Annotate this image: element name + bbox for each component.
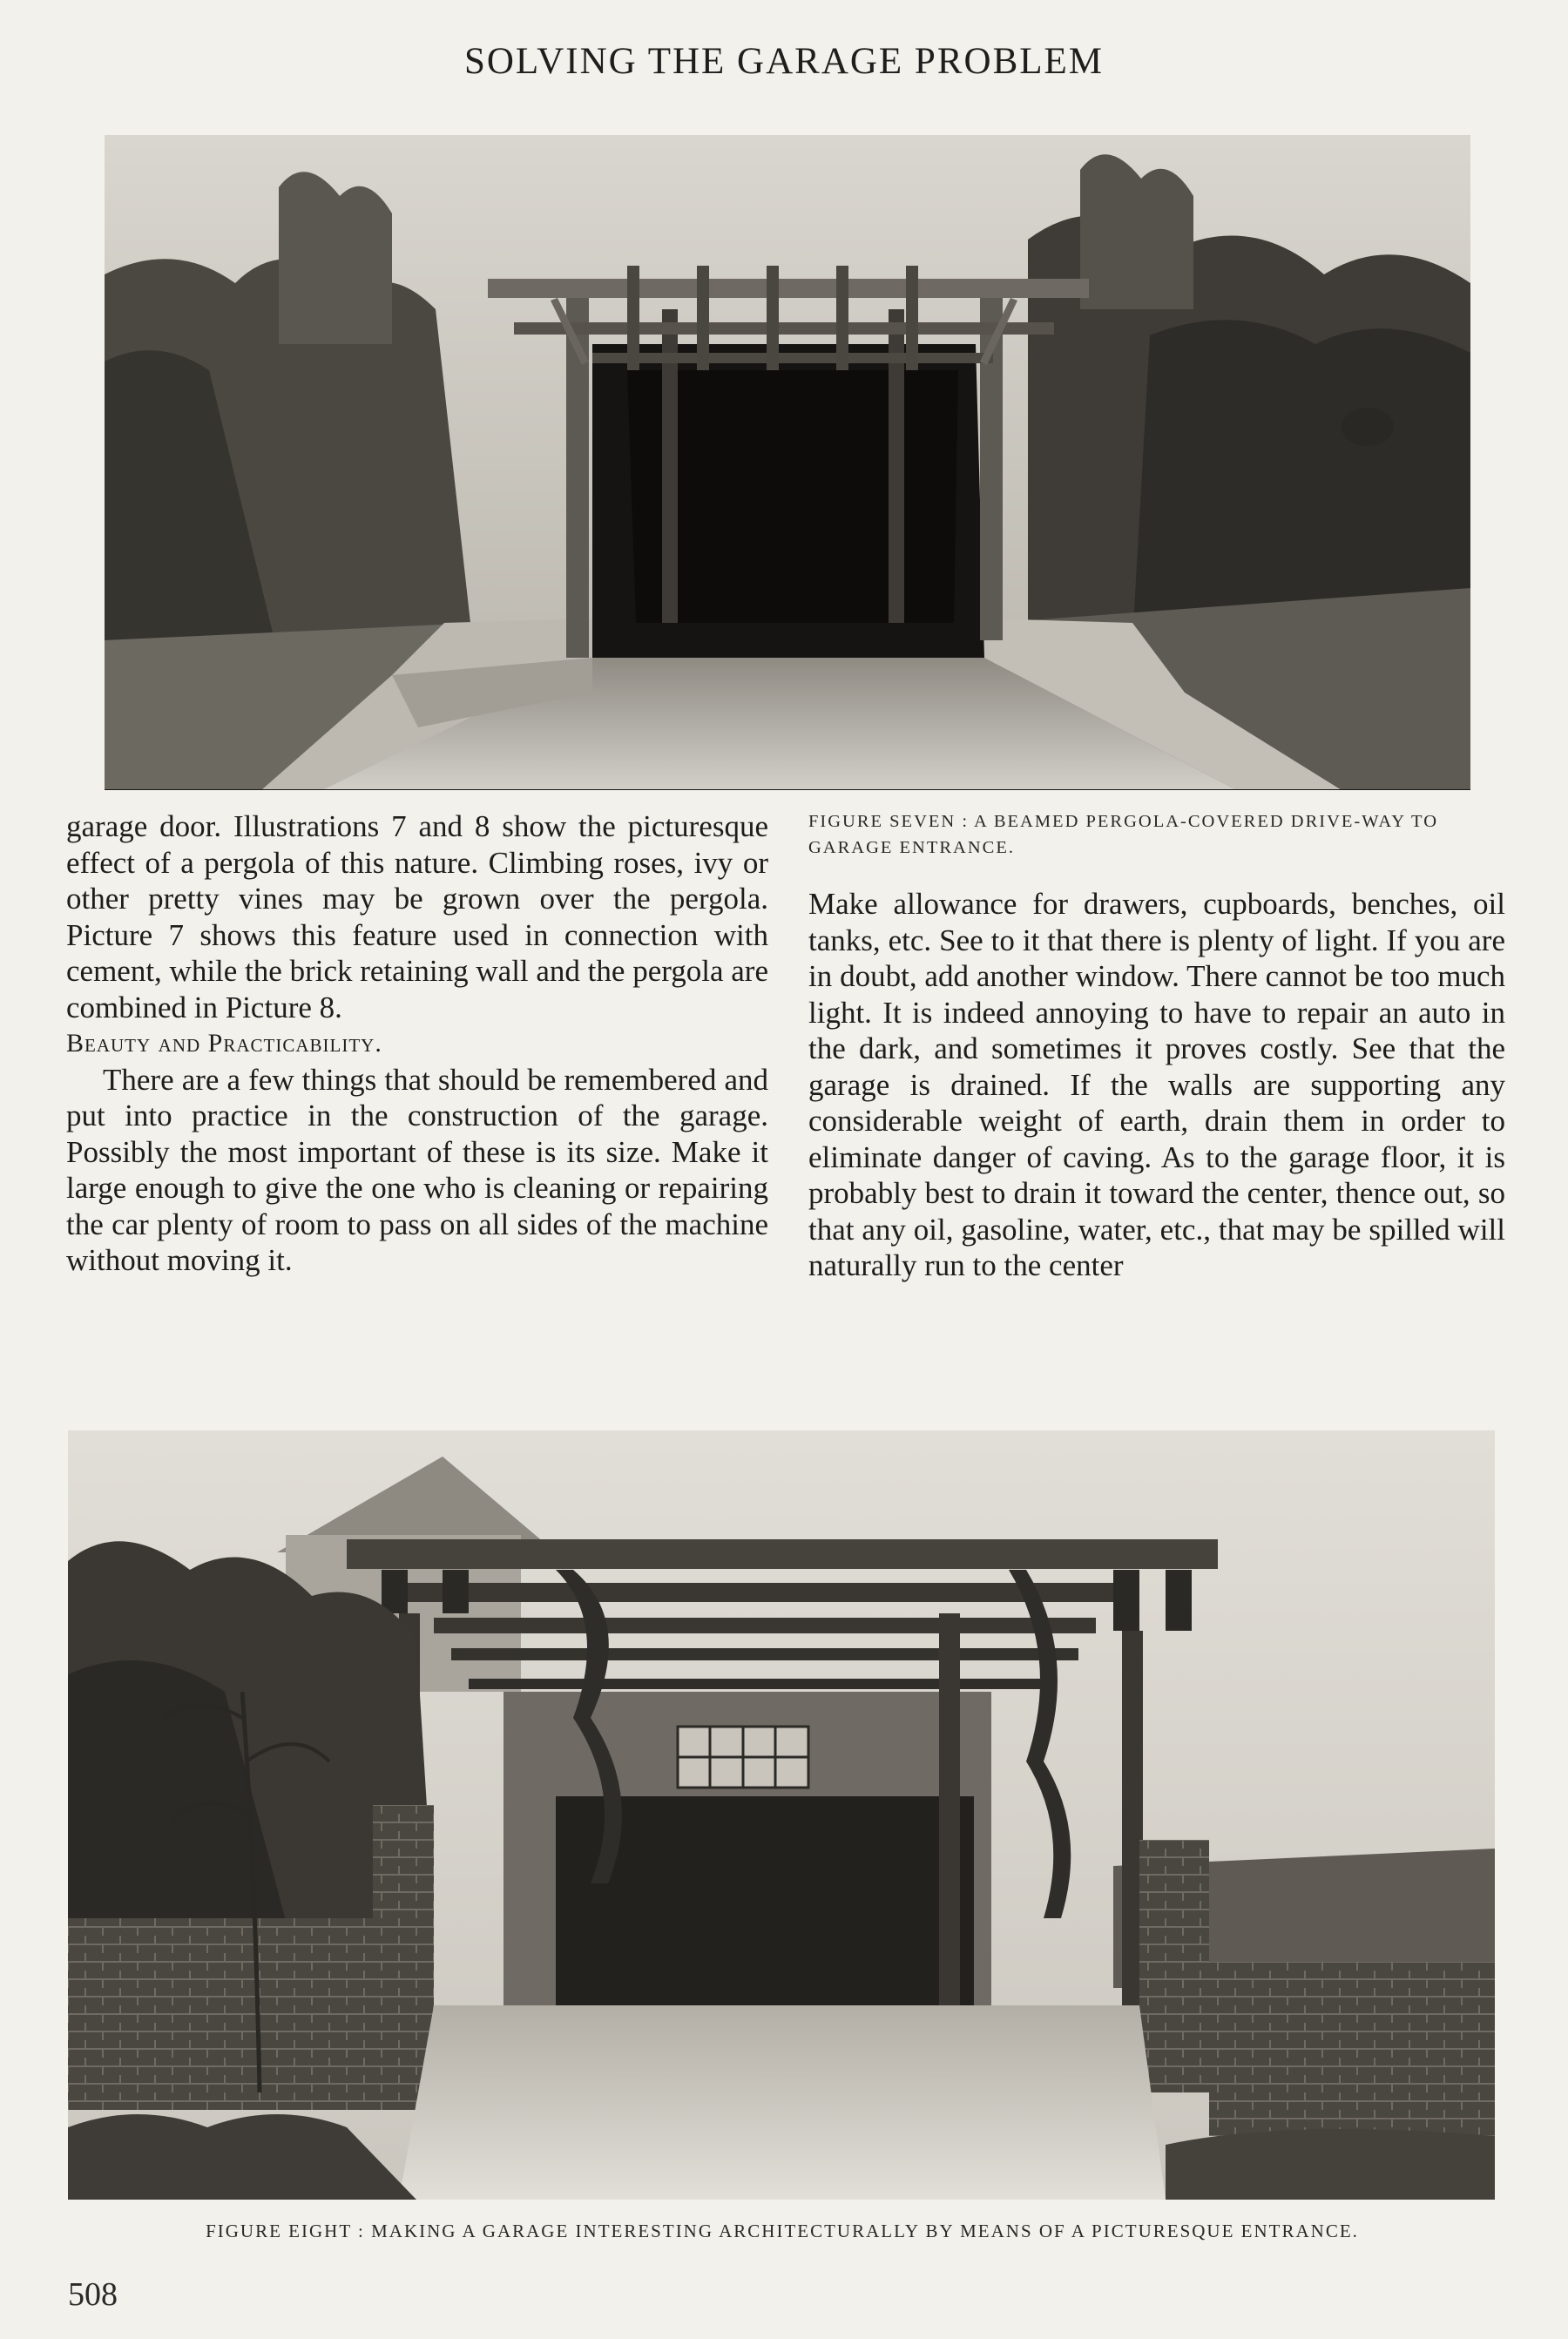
page-number: 508 [68,2276,118,2313]
right-text-column [808,886,1505,1284]
right-paragraph-1: Make allowance for drawers, cupboards, benches, oil tanks, etc. See to it that there is plenty of light. If you are in doubt, add another window. There cannot be too much light. It is indeed annoying to have to repair an auto in the dark, and sometimes it proves costly. See that the garage is drained. If the walls are supporting any considerable weight of earth, drain them in order to eliminate danger of caving. As to the garage floor, it is probably best to drain it toward the center, thence out, so that any oil, gasoline, water, etc., that may be spilled will naturally run to the center [808,887,1505,1282]
pergola-driveway-image [105,135,1470,790]
left-paragraph-2: There are a few things that should be remembered and put into practice in the construction of the garage. Possibly the most important of these is its size. Make it large enough to give the one who is cleaning or repairing the car plenty of room to pass on all sides of the machine without moving it. [66,1062,768,1277]
figure-eight-caption: FIGURE EIGHT : MAKING A GARAGE INTERESTING ARCHITECTURALLY BY MEANS OF A PICTURESQUE ENTRANCE. [206,2221,1359,2241]
figure-seven-caption: FIGURE SEVEN : A BEAMED PERGOLA-COVERED DRIVE-WAY TO GARAGE ENTRANCE. [808,812,1439,857]
running-head: SOLVING THE GARAGE PROBLEM [463,41,1105,82]
left-paragraph-1: garage door. Illustrations 7 and 8 show the picturesque effect of a pergola of this nature. Climbing roses, ivy or other pretty vines may be grown over the pergola. Picture 7 shows this feature used in connection with cement, while the brick retaining wall and the pergola are combined in Picture 8. [66,809,768,1024]
garage-entrance-image [68,1430,1495,2200]
figure-seven-photo [105,135,1470,790]
figure-eight-photo [68,1430,1495,2200]
section-subhead: Beauty and Practicability. [66,1029,382,1058]
left-text-column [66,808,768,1279]
